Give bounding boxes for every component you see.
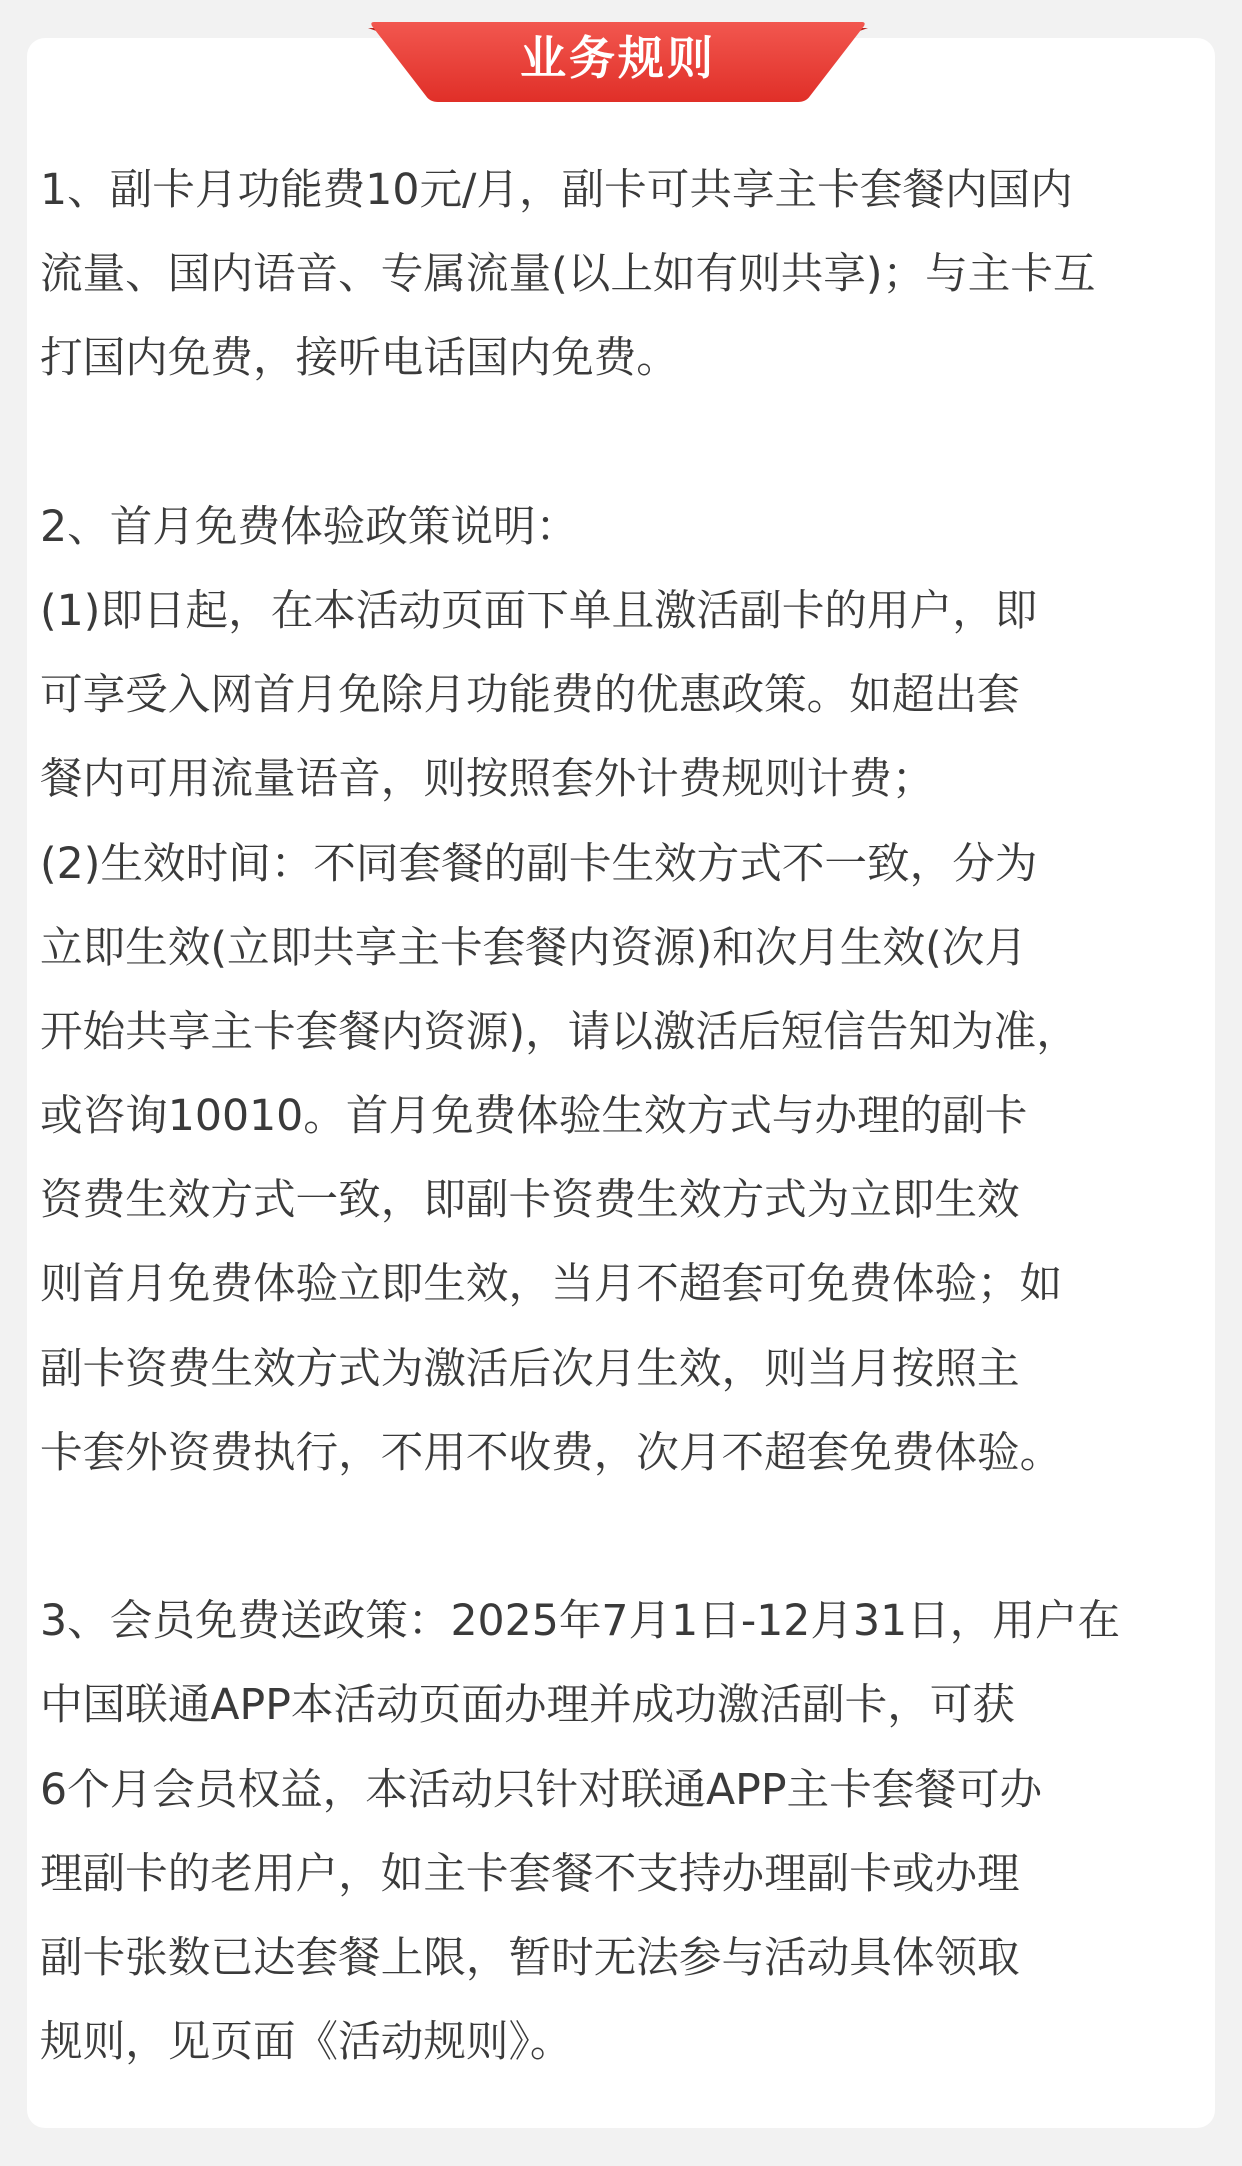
rule-line: 副卡张数已达套餐上限，暂时无法参与活动具体领取 [40,1932,1020,1983]
rule-line: 餐内可用流量语音，则按照套外计费规则计费； [40,754,935,805]
rule-heading: 2、首月免费体验政策说明： [40,501,579,552]
rule-line: 理副卡的老用户，如主卡套餐不支持办理副卡或办理 [40,1848,1020,1899]
rule-line: 3、会员免费送政策：2025年7月1日-12月31日，用户在 [40,1596,1121,1647]
rule-line: 卡套外资费执行，不用不收费，次月不超套免费体验。 [40,1427,1063,1478]
rule-line: (1)即日起，在本活动页面下单且激活副卡的用户，即 [40,585,1038,636]
title-banner [368,18,868,106]
banner-title: 业务规则 [520,31,716,85]
rule-line: 打国内免费，接听电话国内免费。 [40,333,679,384]
paragraph-gap [40,1495,1205,1579]
rule-line: 资费生效方式一致，即副卡资费生效方式为立即生效 [40,1175,1020,1226]
rules-text [40,148,1205,2084]
rule-line: 则首月免费体验立即生效，当月不超套可免费体验；如 [40,1259,1063,1310]
rule-line: 中国联通APP本活动页面办理并成功激活副卡，可获 [40,1680,1015,1731]
rule-line: 规则，见页面《活动规则》。 [40,2017,573,2068]
rule-line: 或咨询10010。首月免费体验生效方式与办理的副卡 [40,1091,1028,1142]
paragraph-gap [40,401,1205,485]
rule-line: 立即生效(立即共享主卡套餐内资源)和次月生效(次月 [40,922,1027,973]
rule-line: 副卡资费生效方式为激活后次月生效，则当月按照主 [40,1343,1020,1394]
rule-line: 可享受入网首月免除月功能费的优惠政策。如超出套 [40,670,1020,721]
rule-line: 流量、国内语音、专属流量(以上如有则共享)；与主卡互 [40,249,1096,300]
rule-line: 1、副卡月功能费10元/月，副卡可共享主卡套餐内国内 [40,165,1073,215]
rule-line: (2)生效时间：不同套餐的副卡生效方式不一致，分为 [40,838,1038,889]
rule-line: 6个月会员权益，本活动只针对联通APP主卡套餐可办 [40,1764,1043,1815]
rule-line: 开始共享主卡套餐内资源)，请以激活后短信告知为准， [40,1006,1079,1057]
